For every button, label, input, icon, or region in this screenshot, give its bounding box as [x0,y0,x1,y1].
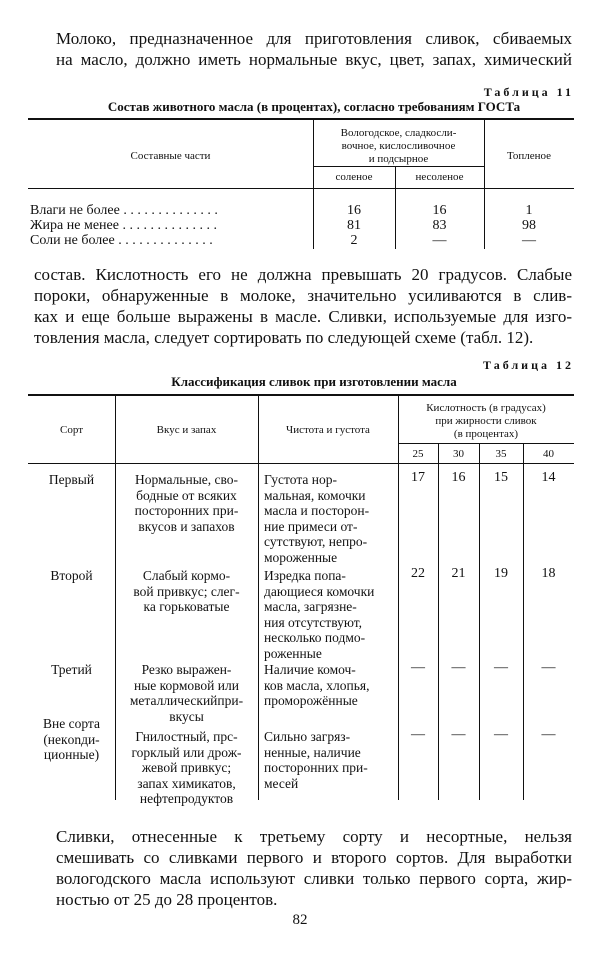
table11-cell: 83 [432,218,447,233]
table12-divider [438,443,439,800]
table12-value: 15 [494,470,508,485]
table11-col-salted: соленое [335,171,373,183]
table11-cell: 16 [347,203,361,218]
table12-value: — [451,660,466,675]
table12-col-taste: Вкус и запах [156,424,217,436]
table11-row-label: Влаги не более . . . . . . . . . . . . . . [30,203,218,218]
table11-cell: 1 [525,203,533,218]
table11-cell: — [432,233,447,248]
table11-label: Таблица 11 [483,85,574,99]
intro-line: Молоко, предназначенное для приготовления сливок, сбиваемых [56,29,572,48]
outro-line: смешивать со сливками первого и второго сортов. Для выработки [56,848,572,867]
table12-value: 16 [451,470,466,485]
table12-fat-level: 40 [543,448,554,460]
table12-value: 17 [411,470,425,485]
table12-taste-cell: Резко выражен- ные кормовой или металлическийпри- вкусы [129,662,244,724]
table12-label: Таблица 12 [483,358,574,372]
table12-taste-cell: Слабый кормо- вой привкус; слег- ка горьковатые [133,568,240,614]
table12-value: — [411,660,425,675]
table12-divider [523,443,524,800]
table12-col-purity: Чистота и густота [286,424,370,436]
table12-col-acid-line: при жирности сливок [435,415,537,427]
table12-sort-cell: Вне сорта (некonди- ционные) [43,716,100,762]
table12-value: — [494,660,508,675]
middle-line: состав. Кислотность его не должна превышать 20 градусов. Слабые [34,265,572,284]
table12-value: — [451,727,466,742]
table12-value: — [541,727,556,742]
table12-value: — [541,660,556,675]
table12-sub-rule [398,443,574,444]
table11-title: Состав животного масла (в процентах), согласно требованиям ГОСТа [107,99,521,114]
table12-purity-cell: Густота нор- мальная, комочки масла и посторон- ние примеси от- сутствуют, непро- мороженные [264,472,370,565]
table11-cell: 2 [350,233,358,248]
table12-divider [479,443,480,800]
intro-paragraph [56,28,572,70]
table12-top-rule [28,394,574,396]
table12-fat-level: 35 [495,448,507,460]
table12-value: — [411,727,425,742]
table12-col-acid-line: (в процентах) [453,428,519,440]
table11-row-label: Соли не более . . . . . . . . . . . . . . [30,233,213,248]
table12-sort-cell: Второй [50,568,93,583]
table12-purity-cell: Изредка попа- дающиеся комочки масла, загрязне- ния отсутствуют, несколько подмо- роженные [264,568,375,661]
table12-sort-cell: Третий [51,662,92,677]
outro-paragraph [56,826,572,910]
table11-col-melted: Топленое [506,150,552,162]
middle-line: товления масла, следует сортировать по следующей схеме (табл. 12). [34,328,534,347]
table12-value: — [494,727,508,742]
table11-cell: 98 [522,218,536,233]
table11-col-group [313,127,484,166]
table12-value: 14 [541,470,556,485]
table12-purity-cell: Наличие комоч- ков масла, хлопья, проморожённые [264,662,370,708]
table12-col-acid-line: Кислотность (в градусах) [426,402,546,414]
outro-line: вологодского масла используют сливки только первого сорта, жир- [56,869,572,888]
table11-col-group-line: вочное, кислосливочное [341,140,456,152]
table11-col-unsalted: несоленое [415,171,464,183]
table12-divider [258,395,259,800]
middle-paragraph [34,264,572,348]
table11-cell: 81 [347,218,361,233]
table11-col-group-line: Вологодское, сладкосли- [340,127,457,139]
outro-line: ностью от 25 до 28 процентов. [56,890,278,909]
middle-line: пороки, обнаруженные в молоке, значительно усиливаются в слив- [34,286,572,305]
table11-cell: — [522,233,536,248]
outro-line: Сливки, отнесенные к третьему сорту и несортные, нельзя [56,827,572,846]
table12-value: 18 [541,566,556,581]
table11-top-rule [28,118,574,120]
table11-row-label: Жира не менее . . . . . . . . . . . . . . [30,218,217,233]
table12-sort-cell: Первый [48,472,95,487]
table11-col-parts: Составные части [130,150,211,162]
table12-fat-level: 25 [412,448,424,460]
table11-col-group-line: и подсырное [368,153,429,165]
table12-taste-cell: Гнилостный, прс- горклый или дрож- жевой привкус; запах химикатов, нефтепродуктов [131,729,242,806]
table12-value: 21 [451,566,466,581]
table12-header-rule [28,463,574,464]
table12-purity-cell: Сильно загряз- ненные, наличие посторонних при- месей [264,729,368,791]
table12-value: 22 [411,566,425,581]
table12-value: 19 [494,566,508,581]
table12-col-sort: Сорт [60,424,83,436]
table11-header-rule [28,188,574,189]
intro-line: на масло, должно иметь нормальные вкус, цвет, запах, химический [56,50,572,69]
table11-cell: 16 [432,203,447,218]
page-number: 82 [292,912,308,928]
table12-fat-level: 30 [453,448,464,460]
middle-line: ках и еще больше выражены в масле. Сливки, используемые для изго- [34,307,572,326]
table11-sub-rule [313,166,484,167]
table12-col-acid [398,402,574,441]
table12-title: Классификация сливок при изготовлении масла [171,374,457,389]
table12-taste-cell: Нормальные, сво- бодные от всяких посторонних при- вкусов и запахов [134,472,239,534]
